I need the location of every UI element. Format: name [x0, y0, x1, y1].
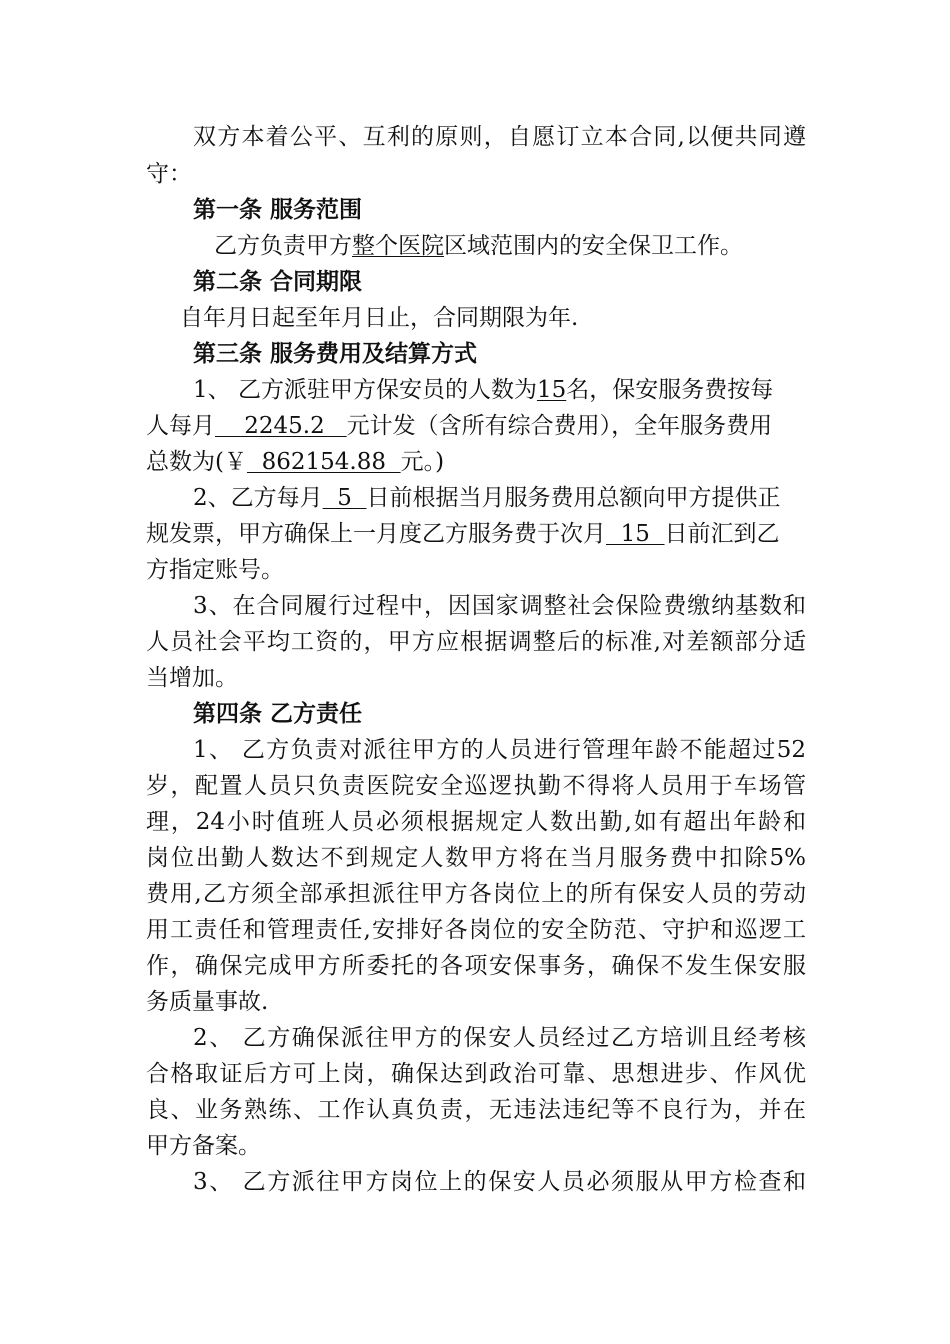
article-4-p1-line-4: 岗位出勤人数达不到规定人数甲方将在当月服务费中扣除5%: [146, 845, 806, 871]
article-3-heading: 第三条 服务费用及结算方式: [193, 341, 478, 367]
text-span: 日前汇到乙: [664, 521, 780, 547]
article-4-heading: 第四条 乙方责任: [193, 701, 363, 727]
article-2-heading: 第二条 合同期限: [193, 269, 363, 295]
intro-line-2: 守：: [146, 161, 192, 187]
article-4-p2-line-2: 合格取证后方可上岗，确保达到政治可靠、思想进步、作风优: [146, 1061, 806, 1087]
article-4-p3-line-1: 3、 乙方派往甲方岗位上的保安人员必须服从甲方检查和: [193, 1169, 806, 1195]
article-2-text: 自年月日起至年月日止，合同期限为年.: [180, 305, 579, 331]
intro-line-1: 双方本着公平、互利的原则，自愿订立本合同,以便共同遵: [193, 124, 806, 150]
article-1-heading: 第一条 服务范围: [193, 197, 363, 223]
text-span: 规发票，甲方确保上一月度乙方服务费于次月: [146, 521, 606, 547]
text-span: 元。): [400, 449, 445, 475]
article-3-p2-line-2: [146, 516, 806, 552]
monthly-fee: 2245.2: [215, 413, 347, 439]
article-1-text-b: 区域范围内的安全保卫工作。: [444, 233, 743, 259]
article-3-p1-line-3: [146, 444, 806, 480]
text-span: 总数为(￥: [146, 449, 247, 475]
article-4-p2-line-1: 2、 乙方确保派往甲方的保安人员经过乙方培训且经考核: [193, 1025, 806, 1051]
text-span: 元计发（含所有综合费用），全年服务费用: [346, 413, 773, 439]
annual-total: 862154.88: [246, 449, 401, 475]
article-4-p1-line-6: 用工责任和管理责任,安排好各岗位的安全防范、守护和巡逻工: [146, 917, 806, 943]
article-4-p1-line-5: 费用,乙方须全部承担派往甲方各岗位上的所有保安人员的劳动: [146, 881, 806, 907]
text-span: 2、乙方每月: [193, 485, 323, 511]
article-4-p1-line-2: 岁，配置人员只负责医院安全巡逻执勤不得将人员用于车场管: [146, 773, 806, 799]
article-1-underlined-scope: 整个医院: [352, 233, 444, 259]
text-span: 1、 乙方派驻甲方保安员的人数为: [193, 377, 537, 403]
article-4-p1-line-3: 理，24小时值班人员必须根据规定人数出勤,如有超出年龄和: [146, 809, 806, 835]
article-4-p1-line-1: 1、 乙方负责对派往甲方的人员进行管理年龄不能超过52: [193, 737, 806, 763]
invoice-day: 5: [322, 485, 367, 511]
article-3-p1-line-1: [193, 372, 806, 408]
article-4-p1-line-7: 作，确保完成甲方所委托的各项安保事务，确保不发生保安服: [146, 953, 806, 979]
article-1-text: [214, 228, 874, 264]
payment-day: 15: [606, 521, 665, 547]
article-3-p3-line-3: 当增加。: [146, 665, 238, 691]
article-4-p2-line-3: 良、业务熟练、工作认真负责，无违法违纪等不良行为，并在: [146, 1097, 806, 1123]
article-3-p2-line-1: [193, 480, 806, 516]
article-4-p2-line-4: 甲方备案。: [146, 1133, 261, 1159]
article-1-text-a: 乙方负责甲方: [214, 233, 352, 259]
text-span: 名，保安服务费按每: [566, 377, 774, 403]
text-span: 日前根据当月服务费用总额向甲方提供正: [366, 485, 781, 511]
article-4-p1-line-8: 务质量事故.: [146, 989, 269, 1015]
article-3-p3-line-1: 3、在合同履行过程中，因国家调整社会保险费缴纳基数和: [193, 593, 806, 619]
article-3-p2-line-3: 方指定账号。: [146, 557, 284, 583]
article-3-p3-line-2: 人员社会平均工资的，甲方应根据调整后的标准,对差额部分适: [146, 629, 806, 655]
text-span: 人每月: [146, 413, 215, 439]
guard-count: 15: [536, 377, 567, 403]
article-3-p1-line-2: [146, 408, 806, 444]
